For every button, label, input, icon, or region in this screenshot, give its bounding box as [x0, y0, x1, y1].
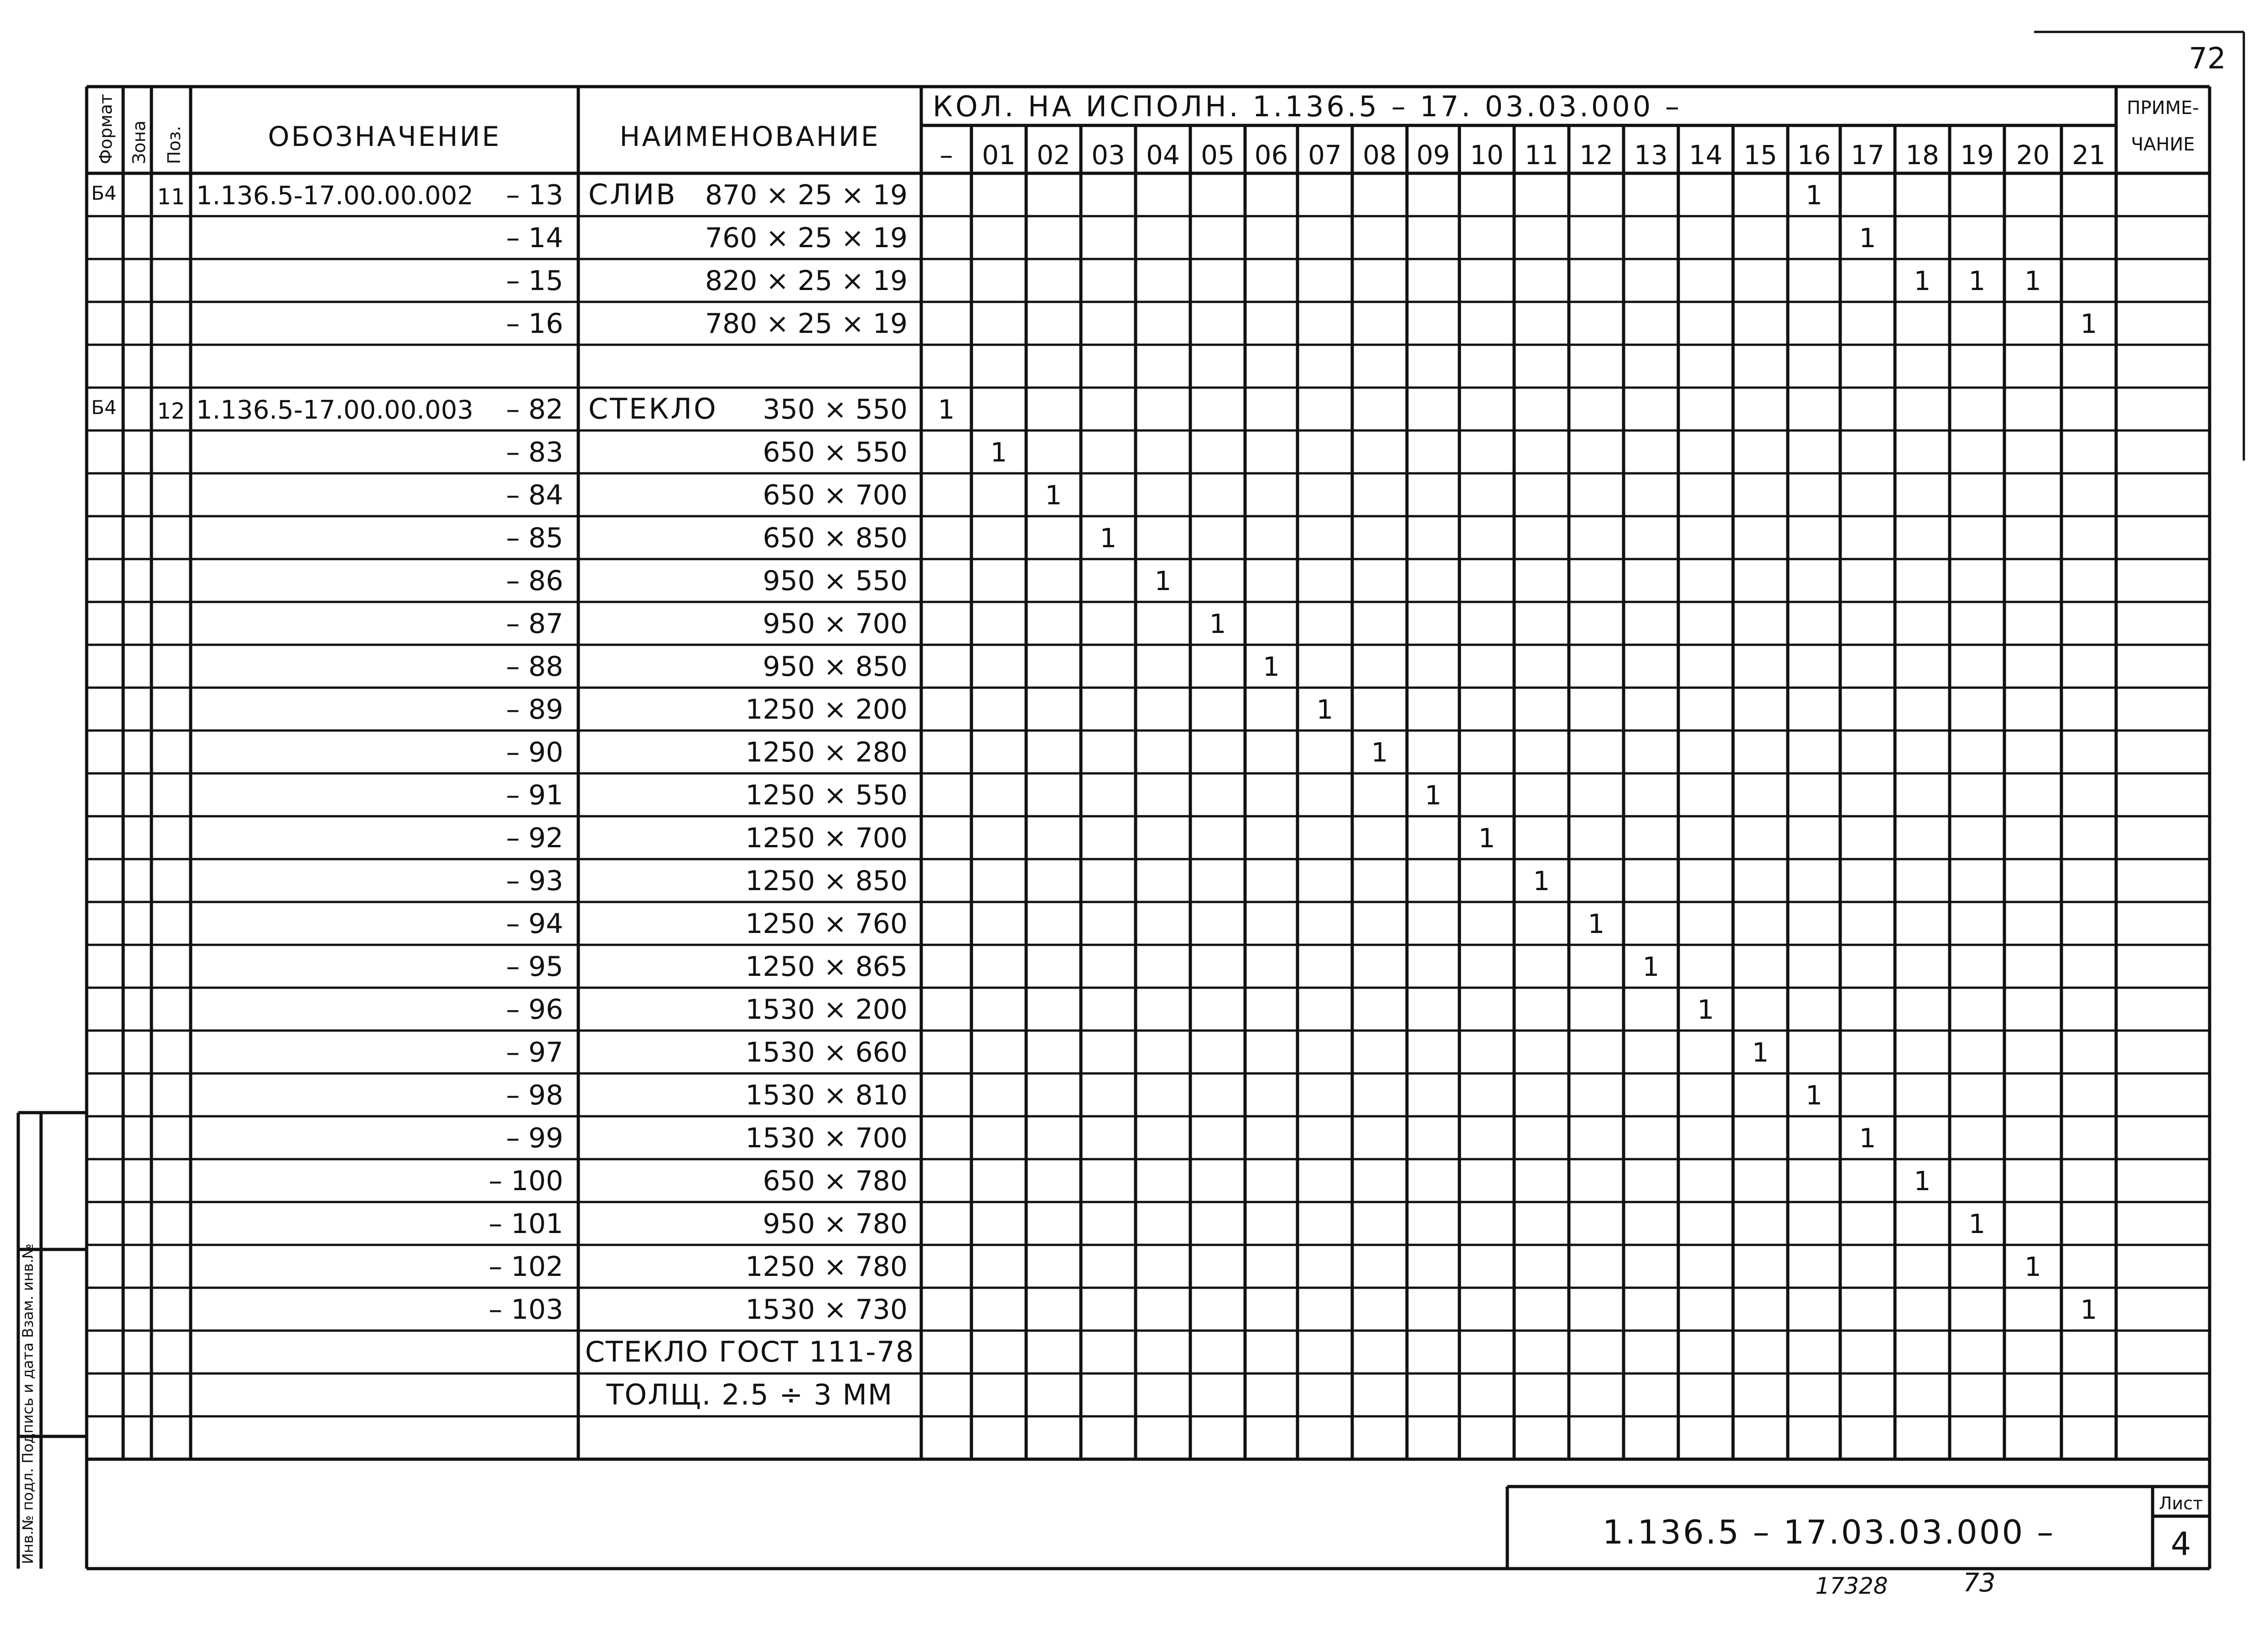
qty-value: 1: [1968, 265, 1986, 296]
row-suffix: – 96: [506, 994, 563, 1026]
row-suffix: – 88: [506, 651, 563, 683]
qty-value: 1: [1263, 651, 1280, 682]
sheet-label: Лист: [2159, 1493, 2203, 1513]
variant-header: 05: [1201, 140, 1235, 171]
row-designation: 1.136.5-17.00.00.003: [196, 395, 474, 425]
qty-value: 1: [1425, 780, 1442, 811]
header-pos: Поз.: [164, 125, 184, 164]
row-size: 1250 × 865: [745, 951, 908, 983]
qty-value: 1: [1154, 565, 1172, 596]
row-suffix: – 83: [506, 436, 563, 468]
row-suffix: – 82: [506, 394, 563, 425]
variant-header: 02: [1037, 140, 1070, 171]
variant-header: 07: [1308, 140, 1342, 171]
row-name: СТЕКЛО: [588, 392, 718, 425]
row-size: 950 × 700: [763, 608, 908, 640]
row-suffix: – 91: [506, 779, 563, 811]
row-size: 1250 × 780: [745, 1251, 908, 1283]
row-suffix: – 103: [488, 1294, 563, 1326]
row-suffix: – 92: [506, 822, 563, 854]
row-suffix: – 100: [488, 1165, 563, 1197]
row-size: 780 × 25 × 19: [705, 308, 908, 340]
variant-header: 09: [1416, 140, 1450, 171]
row-suffix: – 95: [506, 951, 563, 983]
row-suffix: – 99: [506, 1122, 563, 1154]
row-suffix: – 14: [506, 222, 563, 254]
row-suffix: – 102: [488, 1251, 563, 1283]
row-size: 950 × 850: [763, 651, 908, 683]
row-size: 1250 × 850: [745, 865, 908, 897]
qty-value: 1: [2080, 1294, 2097, 1325]
variant-header: 11: [1525, 140, 1558, 171]
header-designation: ОБОЗНАЧЕНИЕ: [268, 121, 501, 153]
qty-value: 1: [1806, 1080, 1822, 1111]
qty-value: 1: [1859, 1123, 1876, 1154]
row-size: 650 × 850: [763, 522, 908, 554]
row-size: 650 × 780: [763, 1165, 908, 1197]
qty-value: 1: [1316, 694, 1334, 725]
variant-header: 03: [1091, 140, 1125, 171]
qty-value: 1: [1371, 737, 1388, 768]
row-suffix: – 93: [506, 865, 563, 897]
row-size: 650 × 550: [763, 436, 908, 468]
row-size: 870 × 25 × 19: [705, 179, 908, 211]
row-size: 1530 × 660: [745, 1036, 908, 1068]
row-name: СТЕКЛО ГОСТ 111-78: [585, 1335, 915, 1368]
row-suffix: – 85: [506, 522, 563, 554]
variant-header: 06: [1254, 140, 1288, 171]
sheet-number: 4: [2170, 1525, 2191, 1563]
row-format: Б4: [91, 182, 117, 204]
header-note-2: ЧАНИЕ: [2131, 134, 2195, 155]
qty-value: 1: [1914, 265, 1931, 296]
row-size: 350 × 550: [763, 394, 908, 425]
archive-number: 17328: [1815, 1573, 1888, 1599]
variant-header: 04: [1146, 140, 1180, 171]
qty-value: 1: [2080, 308, 2097, 339]
qty-value: 1: [2024, 1251, 2041, 1282]
variant-header: –: [939, 140, 953, 171]
row-size: 1250 × 200: [745, 694, 908, 725]
row-suffix: – 98: [506, 1079, 563, 1111]
table-grid: [87, 87, 2210, 1459]
variant-header: 19: [1960, 140, 1994, 171]
corner-sheet-number: 72: [2189, 42, 2226, 76]
row-suffix: – 101: [488, 1208, 563, 1240]
row-size: 1250 × 760: [745, 908, 908, 940]
row-name: СЛИВ: [588, 178, 677, 211]
variant-header: 21: [2072, 140, 2106, 171]
qty-value: 1: [1968, 1208, 1986, 1239]
qty-value: 1: [1859, 223, 1876, 254]
header-zone: Зона: [129, 120, 149, 164]
row-size: 950 × 550: [763, 565, 908, 597]
row-size: 1250 × 280: [745, 736, 908, 768]
row-size: 1530 × 700: [745, 1122, 908, 1154]
page-number: 73: [1963, 1568, 1996, 1598]
row-pos: 12: [157, 399, 185, 424]
qty-value: 1: [1045, 480, 1062, 511]
row-name: ТОЛЩ. 2.5 ÷ 3 ММ: [606, 1378, 893, 1411]
variant-header: 10: [1470, 140, 1504, 171]
row-suffix: – 15: [506, 265, 563, 297]
qty-value: 1: [1914, 1166, 1931, 1197]
row-size: 760 × 25 × 19: [705, 222, 908, 254]
variant-header: 14: [1689, 140, 1723, 171]
variant-header: 16: [1797, 140, 1831, 171]
row-pos: 11: [157, 184, 185, 210]
qty-value: 1: [1642, 951, 1660, 982]
row-suffix: – 90: [506, 736, 563, 768]
qty-value: 1: [1697, 994, 1714, 1025]
row-suffix: – 94: [506, 908, 563, 940]
qty-value: 1: [1806, 180, 1822, 211]
variant-header: 20: [2016, 140, 2050, 171]
variant-header: 15: [1744, 140, 1777, 171]
row-size: 1530 × 730: [745, 1294, 908, 1326]
margin-strip-label: Инв.№ подл. Подпись и дата Взам. инв.№: [19, 1243, 36, 1564]
variant-header: 12: [1579, 140, 1613, 171]
row-size: 650 × 700: [763, 479, 908, 511]
row-size: 1530 × 200: [745, 994, 908, 1026]
header-format: Формат: [96, 93, 116, 164]
document-code: 1.136.5 – 17.03.03.000 –: [1602, 1513, 2055, 1551]
row-size: 820 × 25 × 19: [705, 265, 908, 297]
qty-value: 1: [938, 394, 955, 425]
variant-header: 17: [1851, 140, 1884, 171]
row-suffix: – 86: [506, 565, 563, 597]
table-header: [96, 90, 2199, 171]
header-qty-title: КОЛ. НА ИСПОЛН. 1.136.5 – 17. 03.03.000 –: [933, 90, 1682, 123]
header-name: НАИМЕНОВАНИЕ: [619, 121, 880, 153]
qty-value: 1: [1209, 608, 1226, 639]
variant-header: 13: [1634, 140, 1668, 171]
variant-header: 01: [982, 140, 1016, 171]
row-size: 1250 × 700: [745, 822, 908, 854]
row-designation: 1.136.5-17.00.00.002: [196, 181, 474, 211]
row-suffix: – 89: [506, 694, 563, 725]
qty-value: 1: [1478, 823, 1495, 854]
table-body: [91, 178, 2097, 1411]
row-format: Б4: [91, 396, 117, 419]
variant-header: 08: [1363, 140, 1396, 171]
variant-header: 18: [1905, 140, 1939, 171]
qty-value: 1: [990, 437, 1007, 468]
row-size: 950 × 780: [763, 1208, 908, 1240]
qty-value: 1: [2024, 265, 2041, 296]
row-size: 1530 × 810: [745, 1079, 908, 1111]
row-suffix: – 87: [506, 608, 563, 640]
row-suffix: – 97: [506, 1036, 563, 1068]
qty-value: 1: [1533, 865, 1550, 896]
header-note-1: ПРИМЕ-: [2127, 98, 2199, 119]
row-suffix: – 13: [506, 179, 563, 211]
row-size: 1250 × 550: [745, 779, 908, 811]
qty-value: 1: [1752, 1037, 1769, 1068]
qty-value: 1: [1588, 908, 1605, 939]
row-suffix: – 84: [506, 479, 563, 511]
row-suffix: – 16: [506, 308, 563, 340]
qty-value: 1: [1100, 523, 1117, 554]
